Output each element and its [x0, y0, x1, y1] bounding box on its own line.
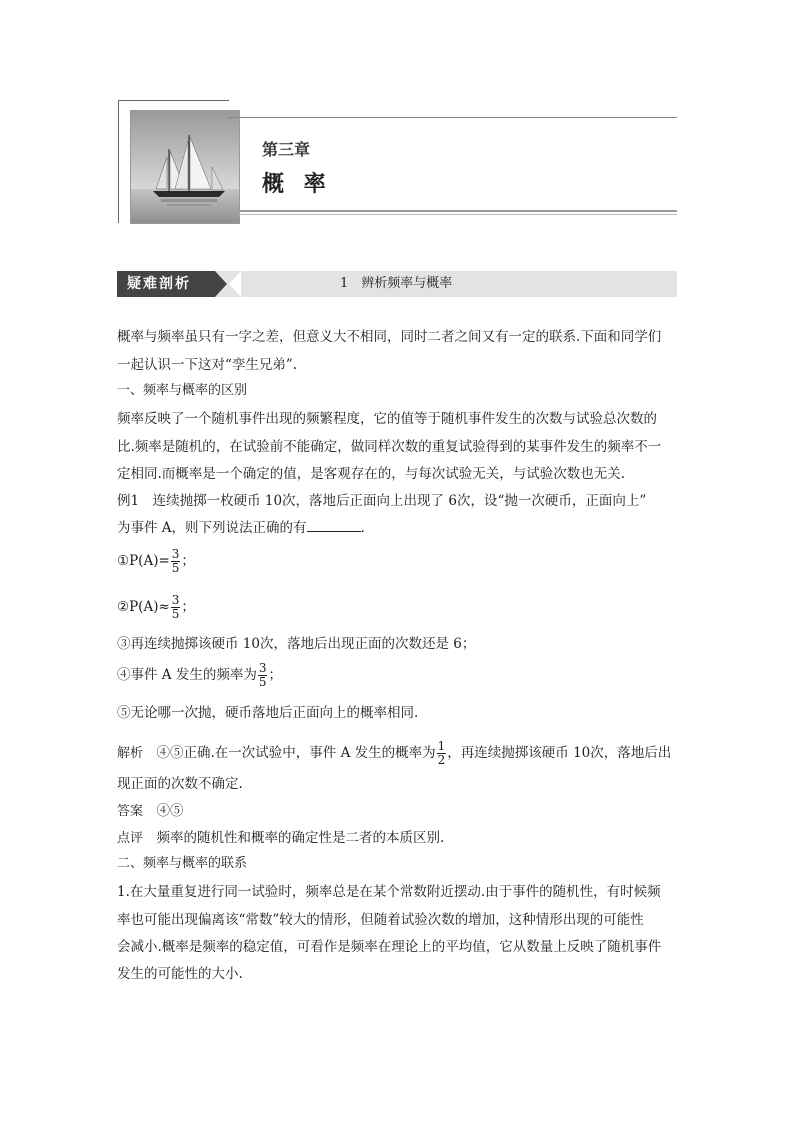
answer-blank [307, 519, 361, 532]
header-rule-bottom [238, 210, 677, 212]
analysis-line-2: 现正面的次数不确定. [117, 776, 243, 792]
option-3: ③再连续抛掷该硬币 10次，落地后出现正面的次数还是 6； [117, 636, 476, 652]
chapter-number: 第三章 [262, 140, 311, 159]
option-1 [117, 548, 679, 575]
section-tag: 疑难剖析 [117, 271, 215, 297]
option-2-end: ； [181, 599, 195, 615]
example-line-2 [117, 518, 679, 538]
fraction-denominator: 2 [437, 753, 446, 767]
fraction-3-5 [171, 548, 181, 575]
fraction-1-2 [437, 740, 447, 767]
option-1-text: ①P(A)= [117, 553, 170, 569]
analysis-text-end: ，再连续抛掷该硬币 10次，落地后出 [447, 745, 672, 761]
chapter-title: 概 率 [262, 172, 332, 197]
section-notch [229, 271, 241, 297]
analysis-label: 解析 [117, 746, 144, 761]
option-2-text: ②P(A)≈ [117, 599, 170, 615]
answer-line [117, 801, 679, 822]
analysis-line-1 [117, 740, 679, 767]
answer-label: 答案 [117, 804, 144, 819]
part2-line-2: 率也可能出现偏离该“常数”较大的情形，但随着试验次数的增加，这种情形出现的可能性 [117, 912, 644, 928]
comment-label: 点评 [117, 831, 144, 846]
part2-line-1: 1.在大量重复进行同一试验时，频率总是在某个常数附近摆动.由于事件的随机性，有时候频 [117, 884, 661, 900]
fraction-3-5 [171, 594, 181, 621]
option-2 [117, 594, 679, 621]
fraction-numerator: 3 [258, 661, 267, 675]
header-rule-bottom-thin [238, 214, 677, 215]
analysis-text: ④⑤正确.在一次试验中，事件 A 发生的概率为 [143, 745, 436, 761]
example-line-2-end: . [360, 520, 365, 536]
sailboat-photo [130, 110, 240, 224]
part1-line-2: 比.频率是随机的，在试验前不能确定，做同样次数的重复试验得到的某事件发生的频率不一 [117, 439, 662, 455]
option-1-end: ； [181, 553, 195, 569]
part2-line-4: 发生的可能性的大小. [117, 966, 243, 982]
option-4-end: ； [268, 667, 282, 683]
fraction-numerator: 3 [171, 593, 180, 607]
section-bar [117, 271, 677, 297]
example-line-1: 例1 连续抛掷一枚硬币 10次，落地后正面向上出现了 6次，设“抛一次硬币，正面向上” [117, 493, 647, 509]
intro-line-2: 一起认识一下这对“孪生兄弟”. [117, 357, 298, 373]
part1-line-1: 频率反映了一个随机事件出现的频繁程度，它的值等于随机事件发生的次数与试验总次数的 [117, 411, 657, 427]
comment-line [117, 828, 679, 849]
fraction-numerator: 3 [171, 547, 180, 561]
section-tag-arrow [215, 271, 227, 297]
fraction-denominator: 5 [171, 561, 180, 575]
answer-value: ④⑤ [143, 803, 184, 819]
fraction-denominator: 5 [258, 675, 267, 689]
intro-line-1: 概率与频率虽只有一字之差，但意义大不相同，同时二者之间又有一定的联系.下面和同学们 [117, 329, 662, 345]
comment-text: 频率的随机性和概率的确定性是二者的本质区别. [143, 830, 445, 846]
part1-heading: 一、频率与概率的区别 [117, 383, 248, 398]
option-5: ⑤无论哪一次抛，硬币落地后正面向上的概率相同. [117, 705, 419, 721]
fraction-denominator: 5 [171, 607, 180, 621]
part2-heading: 二、频率与概率的联系 [117, 856, 248, 871]
example-line-2-text: 为事件 A，则下列说法正确的有 [117, 520, 307, 536]
part2-line-3: 会减小.概率是频率的稳定值，可看作是频率在理论上的平均值，它从数量上反映了随机事件 [117, 939, 662, 955]
part1-line-3: 定相同.而概率是一个确定的值，是客观存在的，与每次试验无关，与试验次数也无关. [117, 466, 626, 482]
fraction-3-5 [258, 662, 268, 689]
header-rule-top [228, 117, 677, 118]
section-topic: 1 辨析频率与概率 [340, 276, 453, 291]
option-4 [117, 662, 679, 689]
option-4-text: ④事件 A 发生的频率为 [117, 667, 257, 683]
fraction-numerator: 1 [437, 739, 446, 753]
